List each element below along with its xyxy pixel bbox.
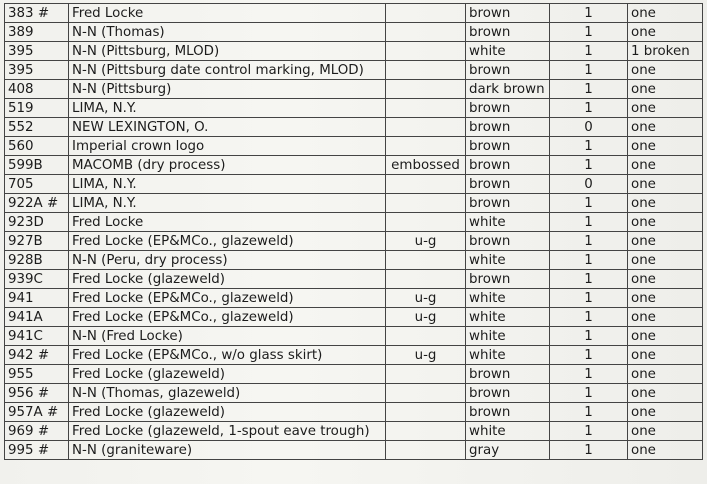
- quantity-cell: 1: [550, 308, 628, 327]
- mark-type-cell: [386, 118, 466, 137]
- marking-cell: LIMA, N.Y.: [69, 194, 386, 213]
- mark-type-cell: [386, 403, 466, 422]
- table-row: [5, 403, 703, 422]
- marking-cell: Fred Locke (glazeweld): [69, 403, 386, 422]
- condition-cell: one: [628, 23, 703, 42]
- quantity-cell: 1: [550, 99, 628, 118]
- table-row: [5, 251, 703, 270]
- marking-cell: N-N (Pittsburg): [69, 80, 386, 99]
- catalog-number-cell: 941C: [5, 327, 69, 346]
- table-row: [5, 61, 703, 80]
- mark-type-cell: [386, 441, 466, 460]
- condition-cell: one: [628, 441, 703, 460]
- quantity-cell: 1: [550, 213, 628, 232]
- color-cell: white: [466, 308, 550, 327]
- quantity-cell: 1: [550, 80, 628, 99]
- table-row: [5, 365, 703, 384]
- mark-type-cell: [386, 384, 466, 403]
- mark-type-cell: u-g: [386, 289, 466, 308]
- catalog-number-cell: 928B: [5, 251, 69, 270]
- marking-cell: Fred Locke: [69, 213, 386, 232]
- condition-cell: one: [628, 213, 703, 232]
- condition-cell: one: [628, 270, 703, 289]
- quantity-cell: 1: [550, 384, 628, 403]
- color-cell: brown: [466, 61, 550, 80]
- mark-type-cell: [386, 422, 466, 441]
- condition-cell: one: [628, 156, 703, 175]
- quantity-cell: 1: [550, 422, 628, 441]
- table-row: [5, 23, 703, 42]
- marking-cell: Fred Locke: [69, 4, 386, 23]
- color-cell: brown: [466, 137, 550, 156]
- condition-cell: one: [628, 365, 703, 384]
- catalog-number-cell: 941A: [5, 308, 69, 327]
- table-row: [5, 327, 703, 346]
- quantity-cell: 0: [550, 175, 628, 194]
- quantity-cell: 1: [550, 42, 628, 61]
- marking-cell: N-N (graniteware): [69, 441, 386, 460]
- condition-cell: one: [628, 137, 703, 156]
- catalog-number-cell: 395: [5, 42, 69, 61]
- catalog-number-cell: 956 #: [5, 384, 69, 403]
- marking-cell: Fred Locke (glazeweld): [69, 365, 386, 384]
- quantity-cell: 1: [550, 137, 628, 156]
- quantity-cell: 1: [550, 441, 628, 460]
- marking-cell: N-N (Thomas): [69, 23, 386, 42]
- color-cell: gray: [466, 441, 550, 460]
- marking-cell: LIMA, N.Y.: [69, 99, 386, 118]
- mark-type-cell: [386, 42, 466, 61]
- mark-type-cell: [386, 4, 466, 23]
- condition-cell: one: [628, 194, 703, 213]
- marking-cell: Imperial crown logo: [69, 137, 386, 156]
- catalog-number-cell: 957A #: [5, 403, 69, 422]
- catalog-number-cell: 922A #: [5, 194, 69, 213]
- table-row: [5, 308, 703, 327]
- mark-type-cell: u-g: [386, 308, 466, 327]
- quantity-cell: 1: [550, 327, 628, 346]
- condition-cell: one: [628, 384, 703, 403]
- condition-cell: one: [628, 4, 703, 23]
- catalog-number-cell: 599B: [5, 156, 69, 175]
- inventory-table: [4, 3, 703, 460]
- color-cell: white: [466, 346, 550, 365]
- catalog-number-cell: 552: [5, 118, 69, 137]
- mark-type-cell: [386, 175, 466, 194]
- color-cell: white: [466, 42, 550, 61]
- color-cell: dark brown: [466, 80, 550, 99]
- marking-cell: Fred Locke (EP&MCo., glazeweld): [69, 289, 386, 308]
- color-cell: brown: [466, 232, 550, 251]
- color-cell: brown: [466, 118, 550, 137]
- catalog-number-cell: 923D: [5, 213, 69, 232]
- color-cell: white: [466, 327, 550, 346]
- color-cell: brown: [466, 156, 550, 175]
- table-row: [5, 99, 703, 118]
- inventory-table-body: [5, 4, 703, 460]
- mark-type-cell: u-g: [386, 346, 466, 365]
- table-row: [5, 42, 703, 61]
- condition-cell: one: [628, 308, 703, 327]
- marking-cell: Fred Locke (EP&MCo., glazeweld): [69, 308, 386, 327]
- condition-cell: one: [628, 251, 703, 270]
- marking-cell: Fred Locke (EP&MCo., glazeweld): [69, 232, 386, 251]
- quantity-cell: 1: [550, 365, 628, 384]
- table-row: [5, 232, 703, 251]
- quantity-cell: 1: [550, 403, 628, 422]
- quantity-cell: 1: [550, 23, 628, 42]
- marking-cell: MACOMB (dry process): [69, 156, 386, 175]
- table-row: [5, 346, 703, 365]
- mark-type-cell: [386, 194, 466, 213]
- quantity-cell: 1: [550, 232, 628, 251]
- marking-cell: N-N (Pittsburg, MLOD): [69, 42, 386, 61]
- table-row: [5, 80, 703, 99]
- table-row: [5, 194, 703, 213]
- catalog-number-cell: 705: [5, 175, 69, 194]
- color-cell: white: [466, 213, 550, 232]
- quantity-cell: 1: [550, 4, 628, 23]
- condition-cell: one: [628, 403, 703, 422]
- mark-type-cell: [386, 80, 466, 99]
- table-row: [5, 156, 703, 175]
- catalog-number-cell: 389: [5, 23, 69, 42]
- marking-cell: N-N (Pittsburg date control marking, MLOD): [69, 61, 386, 80]
- table-row: [5, 422, 703, 441]
- condition-cell: one: [628, 175, 703, 194]
- quantity-cell: 1: [550, 251, 628, 270]
- quantity-cell: 1: [550, 61, 628, 80]
- condition-cell: one: [628, 118, 703, 137]
- mark-type-cell: u-g: [386, 232, 466, 251]
- condition-cell: 1 broken: [628, 42, 703, 61]
- color-cell: brown: [466, 23, 550, 42]
- color-cell: brown: [466, 4, 550, 23]
- catalog-number-cell: 969 #: [5, 422, 69, 441]
- mark-type-cell: [386, 137, 466, 156]
- quantity-cell: 1: [550, 270, 628, 289]
- color-cell: brown: [466, 403, 550, 422]
- marking-cell: Fred Locke (glazeweld): [69, 270, 386, 289]
- marking-cell: Fred Locke (glazeweld, 1-spout eave trough): [69, 422, 386, 441]
- marking-cell: N-N (Fred Locke): [69, 327, 386, 346]
- condition-cell: one: [628, 422, 703, 441]
- marking-cell: N-N (Peru, dry process): [69, 251, 386, 270]
- catalog-number-cell: 955: [5, 365, 69, 384]
- condition-cell: one: [628, 289, 703, 308]
- mark-type-cell: [386, 365, 466, 384]
- color-cell: white: [466, 251, 550, 270]
- catalog-number-cell: 383 #: [5, 4, 69, 23]
- quantity-cell: 1: [550, 346, 628, 365]
- table-row: [5, 270, 703, 289]
- condition-cell: one: [628, 80, 703, 99]
- catalog-number-cell: 408: [5, 80, 69, 99]
- table-row: [5, 289, 703, 308]
- mark-type-cell: embossed: [386, 156, 466, 175]
- marking-cell: Fred Locke (EP&MCo., w/o glass skirt): [69, 346, 386, 365]
- condition-cell: one: [628, 232, 703, 251]
- catalog-number-cell: 927B: [5, 232, 69, 251]
- mark-type-cell: [386, 23, 466, 42]
- mark-type-cell: [386, 99, 466, 118]
- color-cell: white: [466, 422, 550, 441]
- table-row: [5, 384, 703, 403]
- table-row: [5, 213, 703, 232]
- marking-cell: N-N (Thomas, glazeweld): [69, 384, 386, 403]
- marking-cell: NEW LEXINGTON, O.: [69, 118, 386, 137]
- catalog-number-cell: 519: [5, 99, 69, 118]
- color-cell: brown: [466, 365, 550, 384]
- mark-type-cell: [386, 61, 466, 80]
- mark-type-cell: [386, 213, 466, 232]
- table-row: [5, 118, 703, 137]
- color-cell: brown: [466, 270, 550, 289]
- color-cell: brown: [466, 99, 550, 118]
- quantity-cell: 0: [550, 118, 628, 137]
- table-row: [5, 175, 703, 194]
- catalog-number-cell: 995 #: [5, 441, 69, 460]
- mark-type-cell: [386, 270, 466, 289]
- catalog-number-cell: 395: [5, 61, 69, 80]
- condition-cell: one: [628, 346, 703, 365]
- color-cell: white: [466, 289, 550, 308]
- mark-type-cell: [386, 251, 466, 270]
- table-row: [5, 137, 703, 156]
- catalog-number-cell: 939C: [5, 270, 69, 289]
- catalog-number-cell: 560: [5, 137, 69, 156]
- table-row: [5, 441, 703, 460]
- color-cell: brown: [466, 194, 550, 213]
- marking-cell: LIMA, N.Y.: [69, 175, 386, 194]
- quantity-cell: 1: [550, 194, 628, 213]
- condition-cell: one: [628, 327, 703, 346]
- catalog-number-cell: 941: [5, 289, 69, 308]
- condition-cell: one: [628, 61, 703, 80]
- catalog-number-cell: 942 #: [5, 346, 69, 365]
- condition-cell: one: [628, 99, 703, 118]
- table-row: [5, 4, 703, 23]
- quantity-cell: 1: [550, 289, 628, 308]
- quantity-cell: 1: [550, 156, 628, 175]
- color-cell: brown: [466, 384, 550, 403]
- color-cell: brown: [466, 175, 550, 194]
- mark-type-cell: [386, 327, 466, 346]
